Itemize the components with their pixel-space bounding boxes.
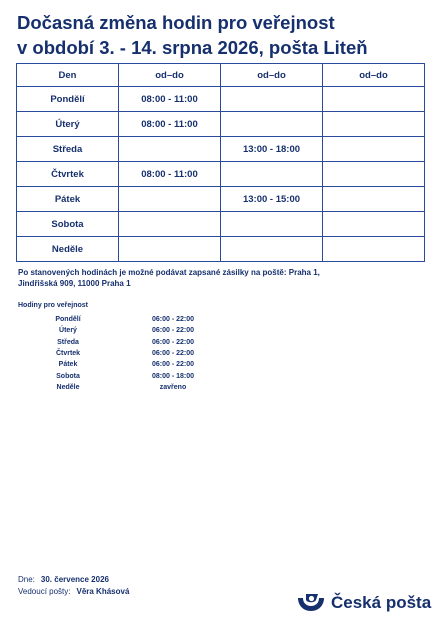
public-day: Úterý: [59, 327, 77, 335]
public-hours: 06:00 - 22:00: [151, 327, 195, 335]
row-slot: [119, 187, 221, 212]
public-hours: 06:00 - 22:00: [151, 338, 195, 346]
public-day: Pátek: [58, 361, 78, 369]
row-slot: [221, 87, 323, 112]
table-row: [17, 112, 425, 137]
row-slot: [323, 112, 425, 137]
row-slot: 13:00 - 15:00: [221, 187, 323, 212]
row-slot: [323, 187, 425, 212]
row-day: Sobota: [17, 212, 119, 237]
table-row: [17, 187, 425, 212]
manager-value: Věra Khásová: [76, 587, 130, 596]
row-slot: [119, 212, 221, 237]
list-item: [18, 325, 238, 336]
row-day: Úterý: [17, 112, 119, 137]
row-slot: [119, 137, 221, 162]
table-row: [17, 137, 425, 162]
row-day: Středa: [17, 137, 119, 162]
row-slot: [221, 112, 323, 137]
table-row: [17, 212, 425, 237]
date-label: Dne:: [18, 575, 35, 584]
public-hours-list: [18, 314, 238, 393]
row-slot: [221, 212, 323, 237]
manager-label: Vedoucí pošty:: [18, 587, 71, 596]
list-item: [18, 370, 238, 381]
footer-manager: [18, 586, 129, 598]
public-hours-title: Hodiny pro veřejnost: [18, 302, 89, 309]
row-slot: 13:00 - 18:00: [221, 137, 323, 162]
footer-date: [18, 574, 129, 586]
date-value: 30. července 2026: [40, 575, 109, 584]
public-hours: 06:00 - 22:00: [151, 316, 195, 324]
public-hours: 06:00 - 22:00: [151, 350, 195, 358]
table-row: [17, 87, 425, 112]
page-title: [17, 10, 437, 60]
list-item: [18, 359, 238, 370]
title-line-1: Dočasná změna hodin pro veřejnost: [17, 12, 335, 33]
ceska-posta-logo: [296, 592, 431, 614]
public-hours: zavřeno: [159, 383, 187, 391]
public-day: Neděle: [56, 383, 80, 391]
header-slot-3: od–do: [323, 64, 425, 87]
table-header-row: [17, 64, 425, 87]
public-day: Pondělí: [55, 316, 81, 324]
row-slot: 08:00 - 11:00: [119, 162, 221, 187]
row-slot: 08:00 - 11:00: [119, 87, 221, 112]
row-slot: 08:00 - 11:00: [119, 112, 221, 137]
row-slot: [119, 237, 221, 262]
posting-note: [18, 267, 418, 289]
public-day: Sobota: [56, 372, 80, 380]
note-line-1: Po stanovených hodinách je možné podávat zapsané zásilky na poště: Praha 1,: [18, 268, 320, 277]
brand-name: Česká pošta: [331, 593, 432, 612]
row-day: Pátek: [17, 187, 119, 212]
horn-logo-icon: [296, 592, 326, 614]
row-slot: [323, 212, 425, 237]
public-day: Čtvrtek: [55, 350, 81, 358]
header-day: Den: [17, 64, 119, 87]
note-line-2: Jindřišská 909, 11000 Praha 1: [18, 279, 131, 288]
row-slot: [323, 162, 425, 187]
header-slot-1: od–do: [119, 64, 221, 87]
footer: [18, 574, 129, 598]
list-item: [18, 382, 238, 393]
row-slot: [221, 237, 323, 262]
schedule-table: [16, 63, 425, 262]
list-item: [18, 314, 238, 325]
table-row: [17, 237, 425, 262]
title-line-2: v období 3. - 14. srpna 2026, pošta Liteň: [17, 37, 368, 58]
public-hours: 06:00 - 22:00: [151, 361, 195, 369]
public-day: Středa: [57, 338, 79, 346]
row-slot: [323, 87, 425, 112]
header-slot-2: od–do: [221, 64, 323, 87]
row-day: Čtvrtek: [17, 162, 119, 187]
row-slot: [323, 237, 425, 262]
row-slot: [323, 137, 425, 162]
table-row: [17, 162, 425, 187]
row-day: Pondělí: [17, 87, 119, 112]
row-day: Neděle: [17, 237, 119, 262]
list-item: [18, 337, 238, 348]
public-hours: 08:00 - 18:00: [151, 372, 195, 380]
row-slot: [221, 162, 323, 187]
list-item: [18, 348, 238, 359]
